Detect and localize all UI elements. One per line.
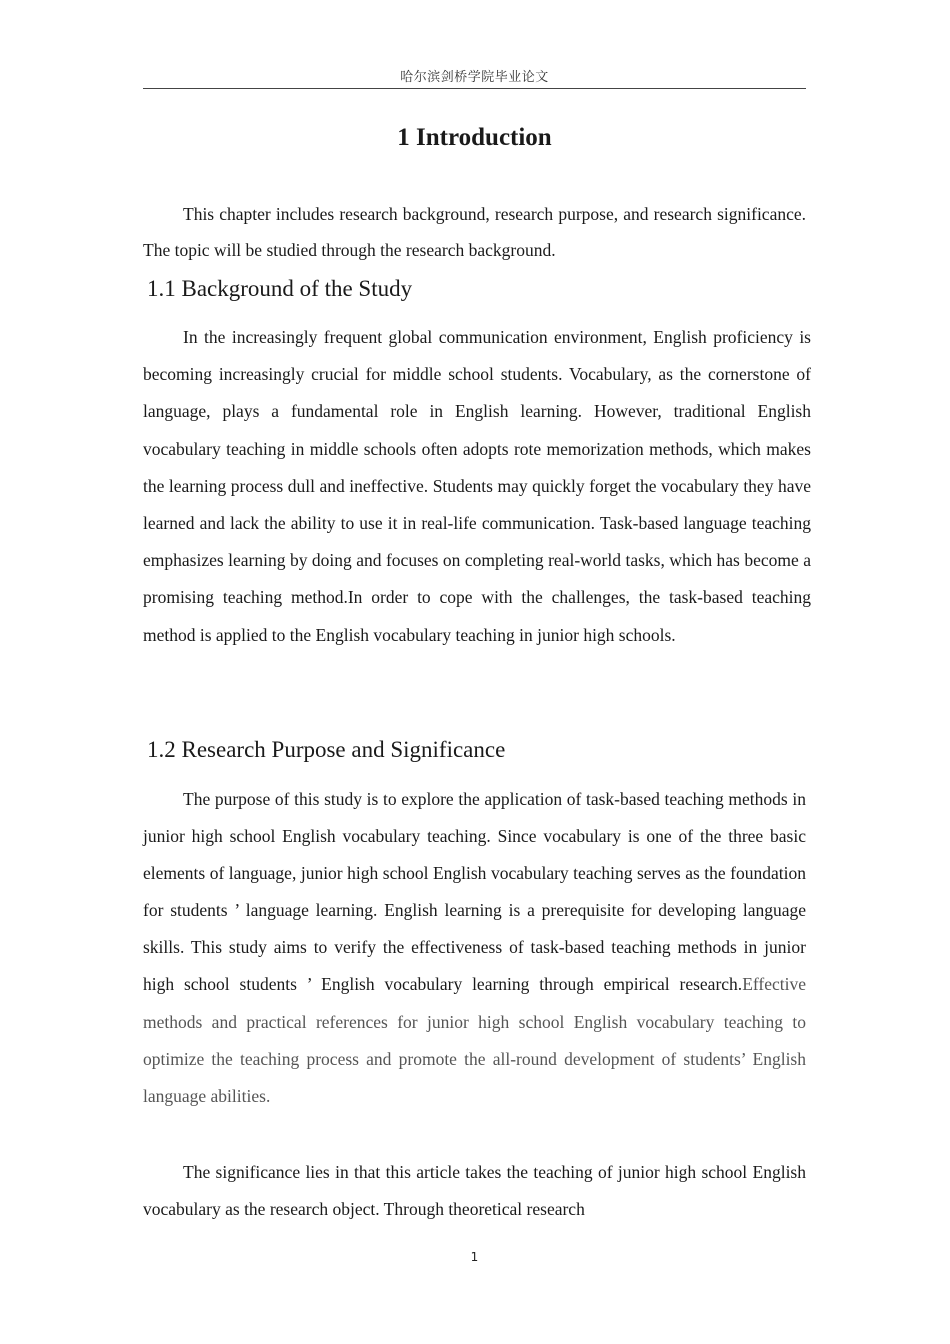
purpose-paragraph bbox=[143, 781, 806, 1115]
purpose-paragraph-tail: Effective methods and practical references for junior high school English vocabulary teaching to optimize the teaching process and promote the all-round development of students’ English language abilities. bbox=[143, 974, 806, 1106]
chapter-title: 1 Introduction bbox=[397, 124, 552, 151]
header-rule bbox=[143, 88, 806, 89]
purpose-paragraph-main: The purpose of this study is to explore the application of task-based teaching methods in junior high school English vocabulary teaching. Since vocabulary is one of the three basic elements of language, junior high school English vocabulary teaching serves as the foundation for students ’ language learning. English learning is a prerequisite for developing language skills. This study aims to verify the effectiveness of task-based teaching methods in junior high school students ’ English vocabulary learning through empirical research. bbox=[143, 789, 806, 995]
page-number: 1 bbox=[470, 1250, 479, 1264]
background-paragraph: In the increasingly frequent global communication environment, English proficiency is becoming increasingly crucial for middle school students. Vocabulary, as the cornerstone of language, plays a fundamental role in English learning. However, traditional English vocabulary teaching in middle schools often adopts rote memorization methods, which makes the learning process dull and ineffective. Students may quickly forget the vocabulary they have learned and lack the ability to use it in real-life communication. Task-based language teaching emphasizes learning by doing and focuses on completing real-world tasks, which has become a promising teaching method.In order to cope with the challenges, the task-based teaching method is applied to the English vocabulary teaching in junior high schools. bbox=[143, 327, 811, 645]
intro-paragraph: This chapter includes research background, research purpose, and research significance. The topic will be studied through the research background. bbox=[143, 204, 806, 260]
section-heading-purpose: 1.2 Research Purpose and Significance bbox=[147, 737, 506, 762]
section-heading-background: 1.1 Background of the Study bbox=[147, 276, 413, 301]
running-header: 哈尔滨剑桥学院毕业论文 bbox=[400, 70, 549, 85]
significance-paragraph: The significance lies in that this article takes the teaching of junior high school English vocabulary as the research object. Through theoretical research bbox=[143, 1162, 806, 1219]
